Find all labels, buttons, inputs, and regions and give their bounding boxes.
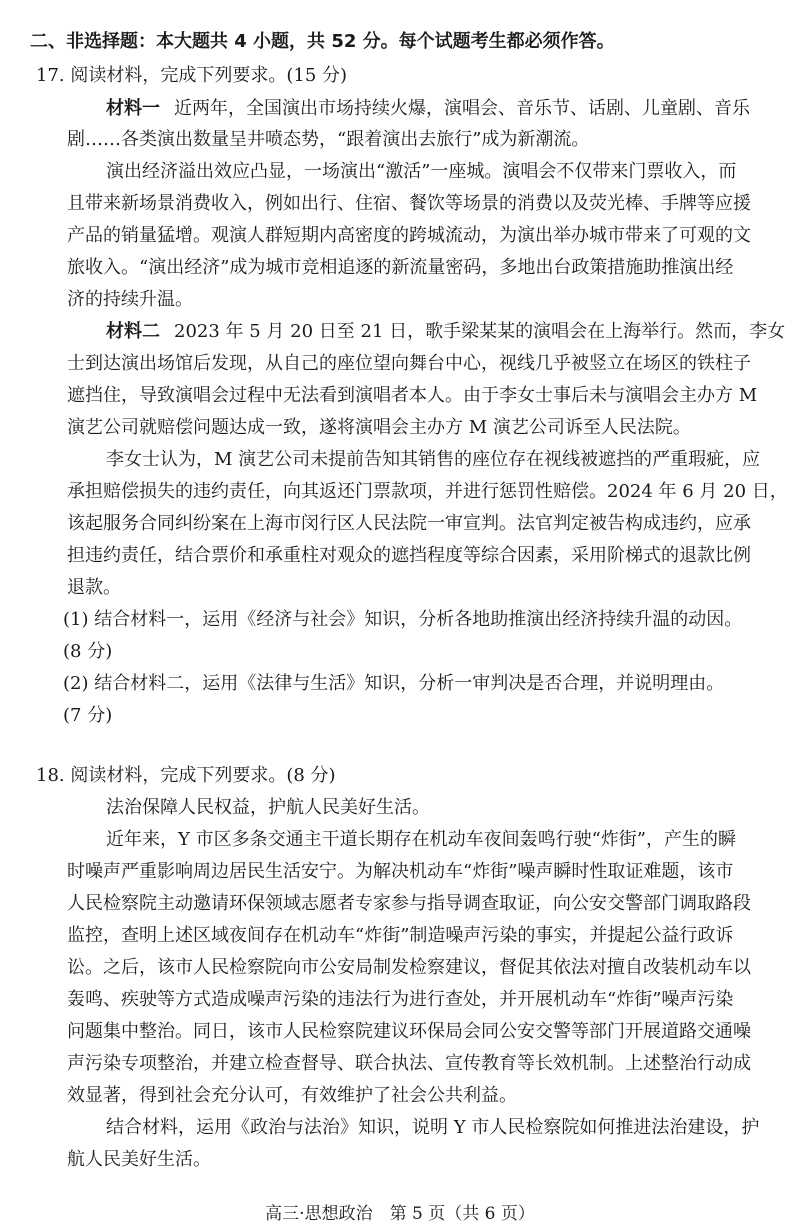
q18-material-line: 效显著，得到社会充分认可，有效维护了社会公共利益。 xyxy=(67,1085,517,1106)
q17-material1-line: 且带来新场景消费收入，例如出行、住宿、餐饮等场景的消费以及荧光棒、手牌等应援 xyxy=(67,193,751,214)
q17-subquestion-2-points: (7 分) xyxy=(63,705,113,726)
q17-material1-line: 产品的销量猛增。观演人群短期内高密度的跨城流动，为演出举办城市带来了可观的文 xyxy=(67,225,751,246)
q18-material-line: 近年来，Y 市区多条交通主干道长期存在机动车夜间轰鸣行驶“炸街”，产生的瞬 xyxy=(106,829,737,850)
q17-material2-line xyxy=(106,320,785,344)
q18-header: 18. 阅读材料，完成下列要求。(8 分) xyxy=(36,765,336,786)
material1-label: 材料一 xyxy=(106,98,160,119)
q17-material2-line: 遮挡住，导致演唱会过程中无法看到演唱者本人。由于李女士事后未与演唱会主办方 M xyxy=(67,385,758,406)
q18-material-line: 讼。之后，该市人民检察院向市公安局制发检察建议，督促其依法对擅自改装机动车以 xyxy=(67,957,751,978)
q18-material-line: 问题集中整治。同日，该市人民检察院建议环保局会同公安交警等部门开展道路交通噪 xyxy=(67,1021,751,1042)
q18-task-line: 航人民美好生活。 xyxy=(67,1149,211,1170)
q18-material-line: 监控，查明上述区域夜间存在机动车“炸街”制造噪声污染的事实，并提起公益行政诉 xyxy=(67,925,734,946)
q18-material-line: 声污染专项整治，并建立检查督导、联合执法、宣传教育等长效机制。上述整治行动成 xyxy=(67,1053,751,1074)
q18-material-line: 人民检察院主动邀请环保领域志愿者专家参与指导调查取证，向公安交警部门调取路段 xyxy=(67,893,751,914)
q17-material2-line: 退款。 xyxy=(67,577,121,598)
q17-subquestion-2: (2) 结合材料二，运用《法律与生活》知识，分析一审判决是否合理，并说明理由。 xyxy=(63,673,725,694)
q17-header: 17. 阅读材料，完成下列要求。(15 分) xyxy=(36,65,348,86)
q17-material2-line: 演艺公司就赔偿问题达成一致，遂将演唱会主办方 M 演艺公司诉至人民法院。 xyxy=(67,417,691,438)
q17-subquestion-1-points: (8 分) xyxy=(63,641,113,662)
q17-material1-line: 旅收入。“演出经济”成为城市竞相追逐的新流量密码，多地出台政策措施助推演出经 xyxy=(67,257,734,278)
q18-material-line: 时噪声严重影响周边居民生活安宁。为解决机动车“炸街”噪声瞬时性取证难题，该市 xyxy=(67,861,734,882)
q18-task-line: 结合材料，运用《政治与法治》知识，说明 Y 市人民检察院如何推进法治建设，护 xyxy=(106,1117,760,1138)
q17-material2-line: 承担赔偿损失的违约责任，向其返还门票款项，并进行惩罚性赔偿。2024 年 6 月 20 日， xyxy=(67,481,788,502)
q17-material2-line: 该起服务合同纠纷案在上海市闵行区人民法院一审宣判。法官判定被告构成违约，应承 xyxy=(67,513,751,534)
material1-text: 近两年，全国演出市场持续火爆，演唱会、音乐节、话剧、儿童剧、音乐 xyxy=(174,98,750,119)
q17-material1-line: 剧……各类演出数量呈井喷态势，“跟着演出去旅行”成为新潮流。 xyxy=(67,129,590,150)
q17-subquestion-1: (1) 结合材料一，运用《经济与社会》知识，分析各地助推演出经济持续升温的动因。 xyxy=(63,609,743,630)
q17-material1-line xyxy=(106,97,750,121)
section-heading: 二、非选择题：本大题共 4 小题，共 52 分。每个试题考生都必须作答。 xyxy=(30,31,615,52)
q17-material1-line: 济的持续升温。 xyxy=(67,289,193,310)
q18-material-line: 轰鸣、疾驶等方式造成噪声污染的违法行为进行查处，并开展机动车“炸街”噪声污染 xyxy=(67,989,734,1010)
q18-theme: 法治保障人民权益，护航人民美好生活。 xyxy=(106,797,430,818)
q17-material2-line: 士到达演出场馆后发现，从自己的座位望向舞台中心，视线几乎被竖立在场区的铁柱子 xyxy=(67,353,751,374)
material2-text: 2023 年 5 月 20 日至 21 日，歌手梁某某的演唱会在上海举行。然而，李女 xyxy=(174,321,786,342)
q17-material2-line: 李女士认为，M 演艺公司未提前告知其销售的座位存在视线被遮挡的严重瑕疵，应 xyxy=(106,449,761,470)
q17-material1-line: 演出经济溢出效应凸显，一场演出“激活”一座城。演唱会不仅带来门票收入，而 xyxy=(106,161,737,182)
q17-material2-line: 担违约责任，结合票价和承重柱对观众的遮挡程度等综合因素，采用阶梯式的退款比例 xyxy=(67,545,751,566)
material2-label: 材料二 xyxy=(106,321,160,342)
page-footer: 高三·思想政治 第 5 页（共 6 页） xyxy=(265,1204,535,1224)
